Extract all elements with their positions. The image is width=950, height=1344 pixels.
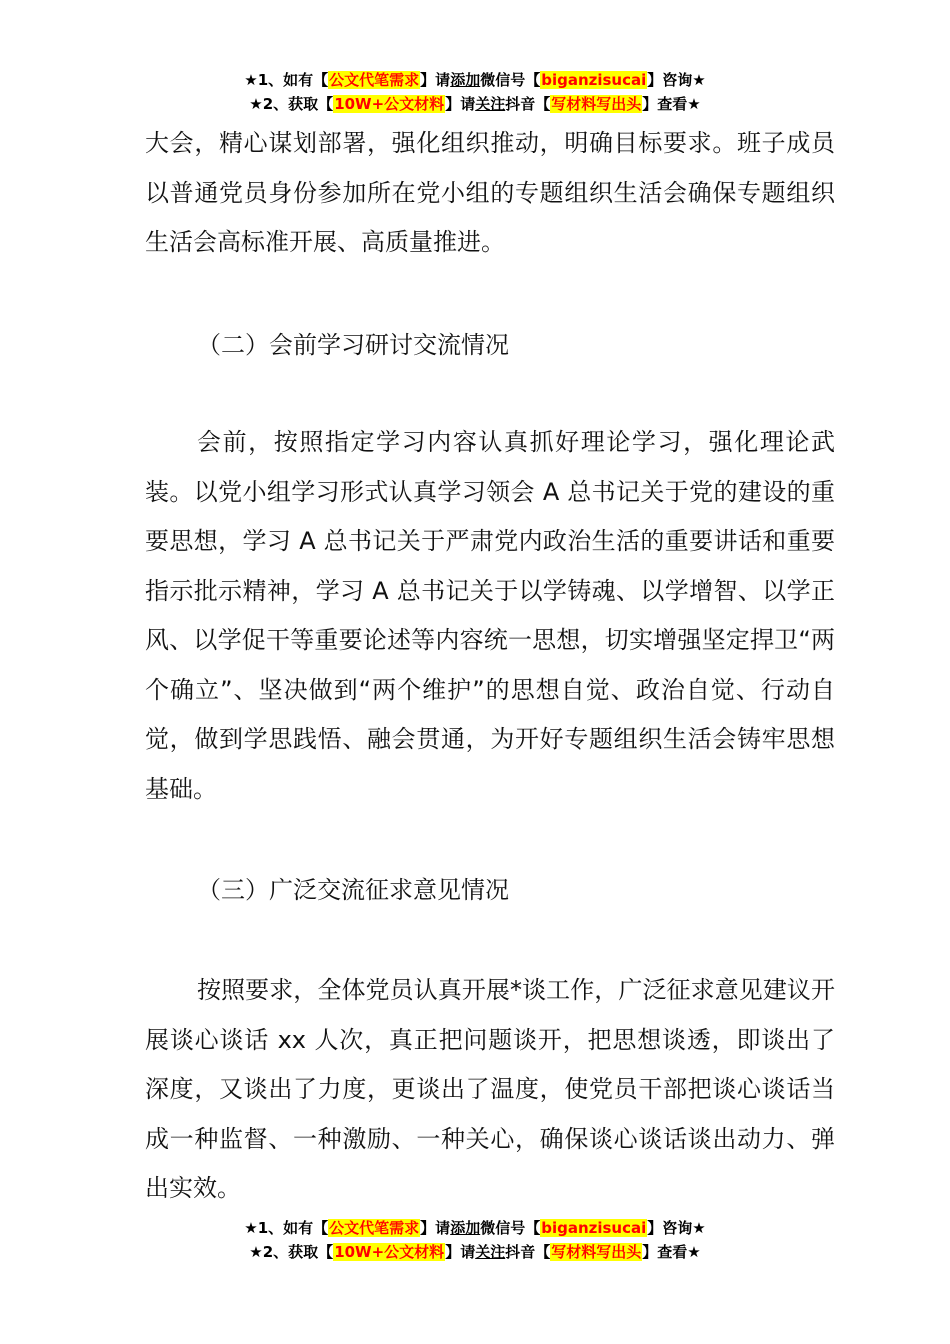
banner-highlight-douyin: 写材料写出头 [551,95,642,113]
footer-banner-line-1: ★1、如有【公文代笔需求】请添加微信号【biganzisucai】咨询★ [244,1219,706,1237]
footer-underline-add: 添加 [450,1219,481,1237]
footer-highlight-materials: 10W+公文材料 [334,1243,445,1261]
paragraph-study: 会前，按照指定学习内容认真抓好理论学习，强化理论武装。以党小组学习形式认真学习领会 A 总书记关于党的建设的重要思想，学习 A 总书记关于严肃党内政治生活的重要讲话和重要指示批示精神，学习 A 总书记关于以学铸魂、以学增智、以学正风、以学促干等重要论述等内容统一思想，切实增强坚定捍卫“两个确立”、坚决做到“两个维护”的思想自觉、政治自觉、行动自觉，做到学思践悟、融会贯通，为开好专题组织生活会铸牢思想基础。 [145,428,835,803]
banner-line-2: ★2、获取【10W+公文材料】请关注抖音【写材料写出头】查看★ [249,95,701,113]
footer-banner [0,1216,950,1264]
banner-underline-add: 添加 [450,71,481,89]
banner-line-1: ★1、如有【公文代笔需求】请添加微信号【biganzisucai】咨询★ [244,71,706,89]
footer-highlight-wechat-id: biganzisucai [541,1219,647,1237]
footer-highlight-service: 公文代笔需求 [329,1219,420,1237]
footer-underline-follow: 关注 [475,1243,506,1261]
banner-highlight-wechat-id: biganzisucai [541,71,647,89]
header-banner [0,68,950,116]
banner-highlight-service: 公文代笔需求 [329,71,420,89]
footer-banner-line-2: ★2、获取【10W+公文材料】请关注抖音【写材料写出头】查看★ [249,1243,701,1261]
paragraph-talks: 按照要求，全体党员认真开展*谈工作，广泛征求意见建议开展谈心谈话 xx 人次，真正把问题谈开，把思想谈透，即谈出了深度，又谈出了力度，更谈出了温度，使党员干部把谈心谈话当成一种监督、一种激励、一种关心，确保谈心谈话谈出动力、弹出实效。 [145,976,835,1202]
banner-underline-follow: 关注 [475,95,506,113]
section-heading-3: （三）广泛交流征求意见情况 [197,876,509,904]
footer-highlight-douyin: 写材料写出头 [551,1243,642,1261]
section-heading-2: （二）会前学习研讨交流情况 [197,331,509,359]
banner-highlight-materials: 10W+公文材料 [334,95,445,113]
paragraph-continuation: 大会，精心谋划部署，强化组织推动，明确目标要求。班子成员以普通党员身份参加所在党小组的专题组织生活会确保专题组织生活会高标准开展、高质量推进。 [145,129,835,256]
